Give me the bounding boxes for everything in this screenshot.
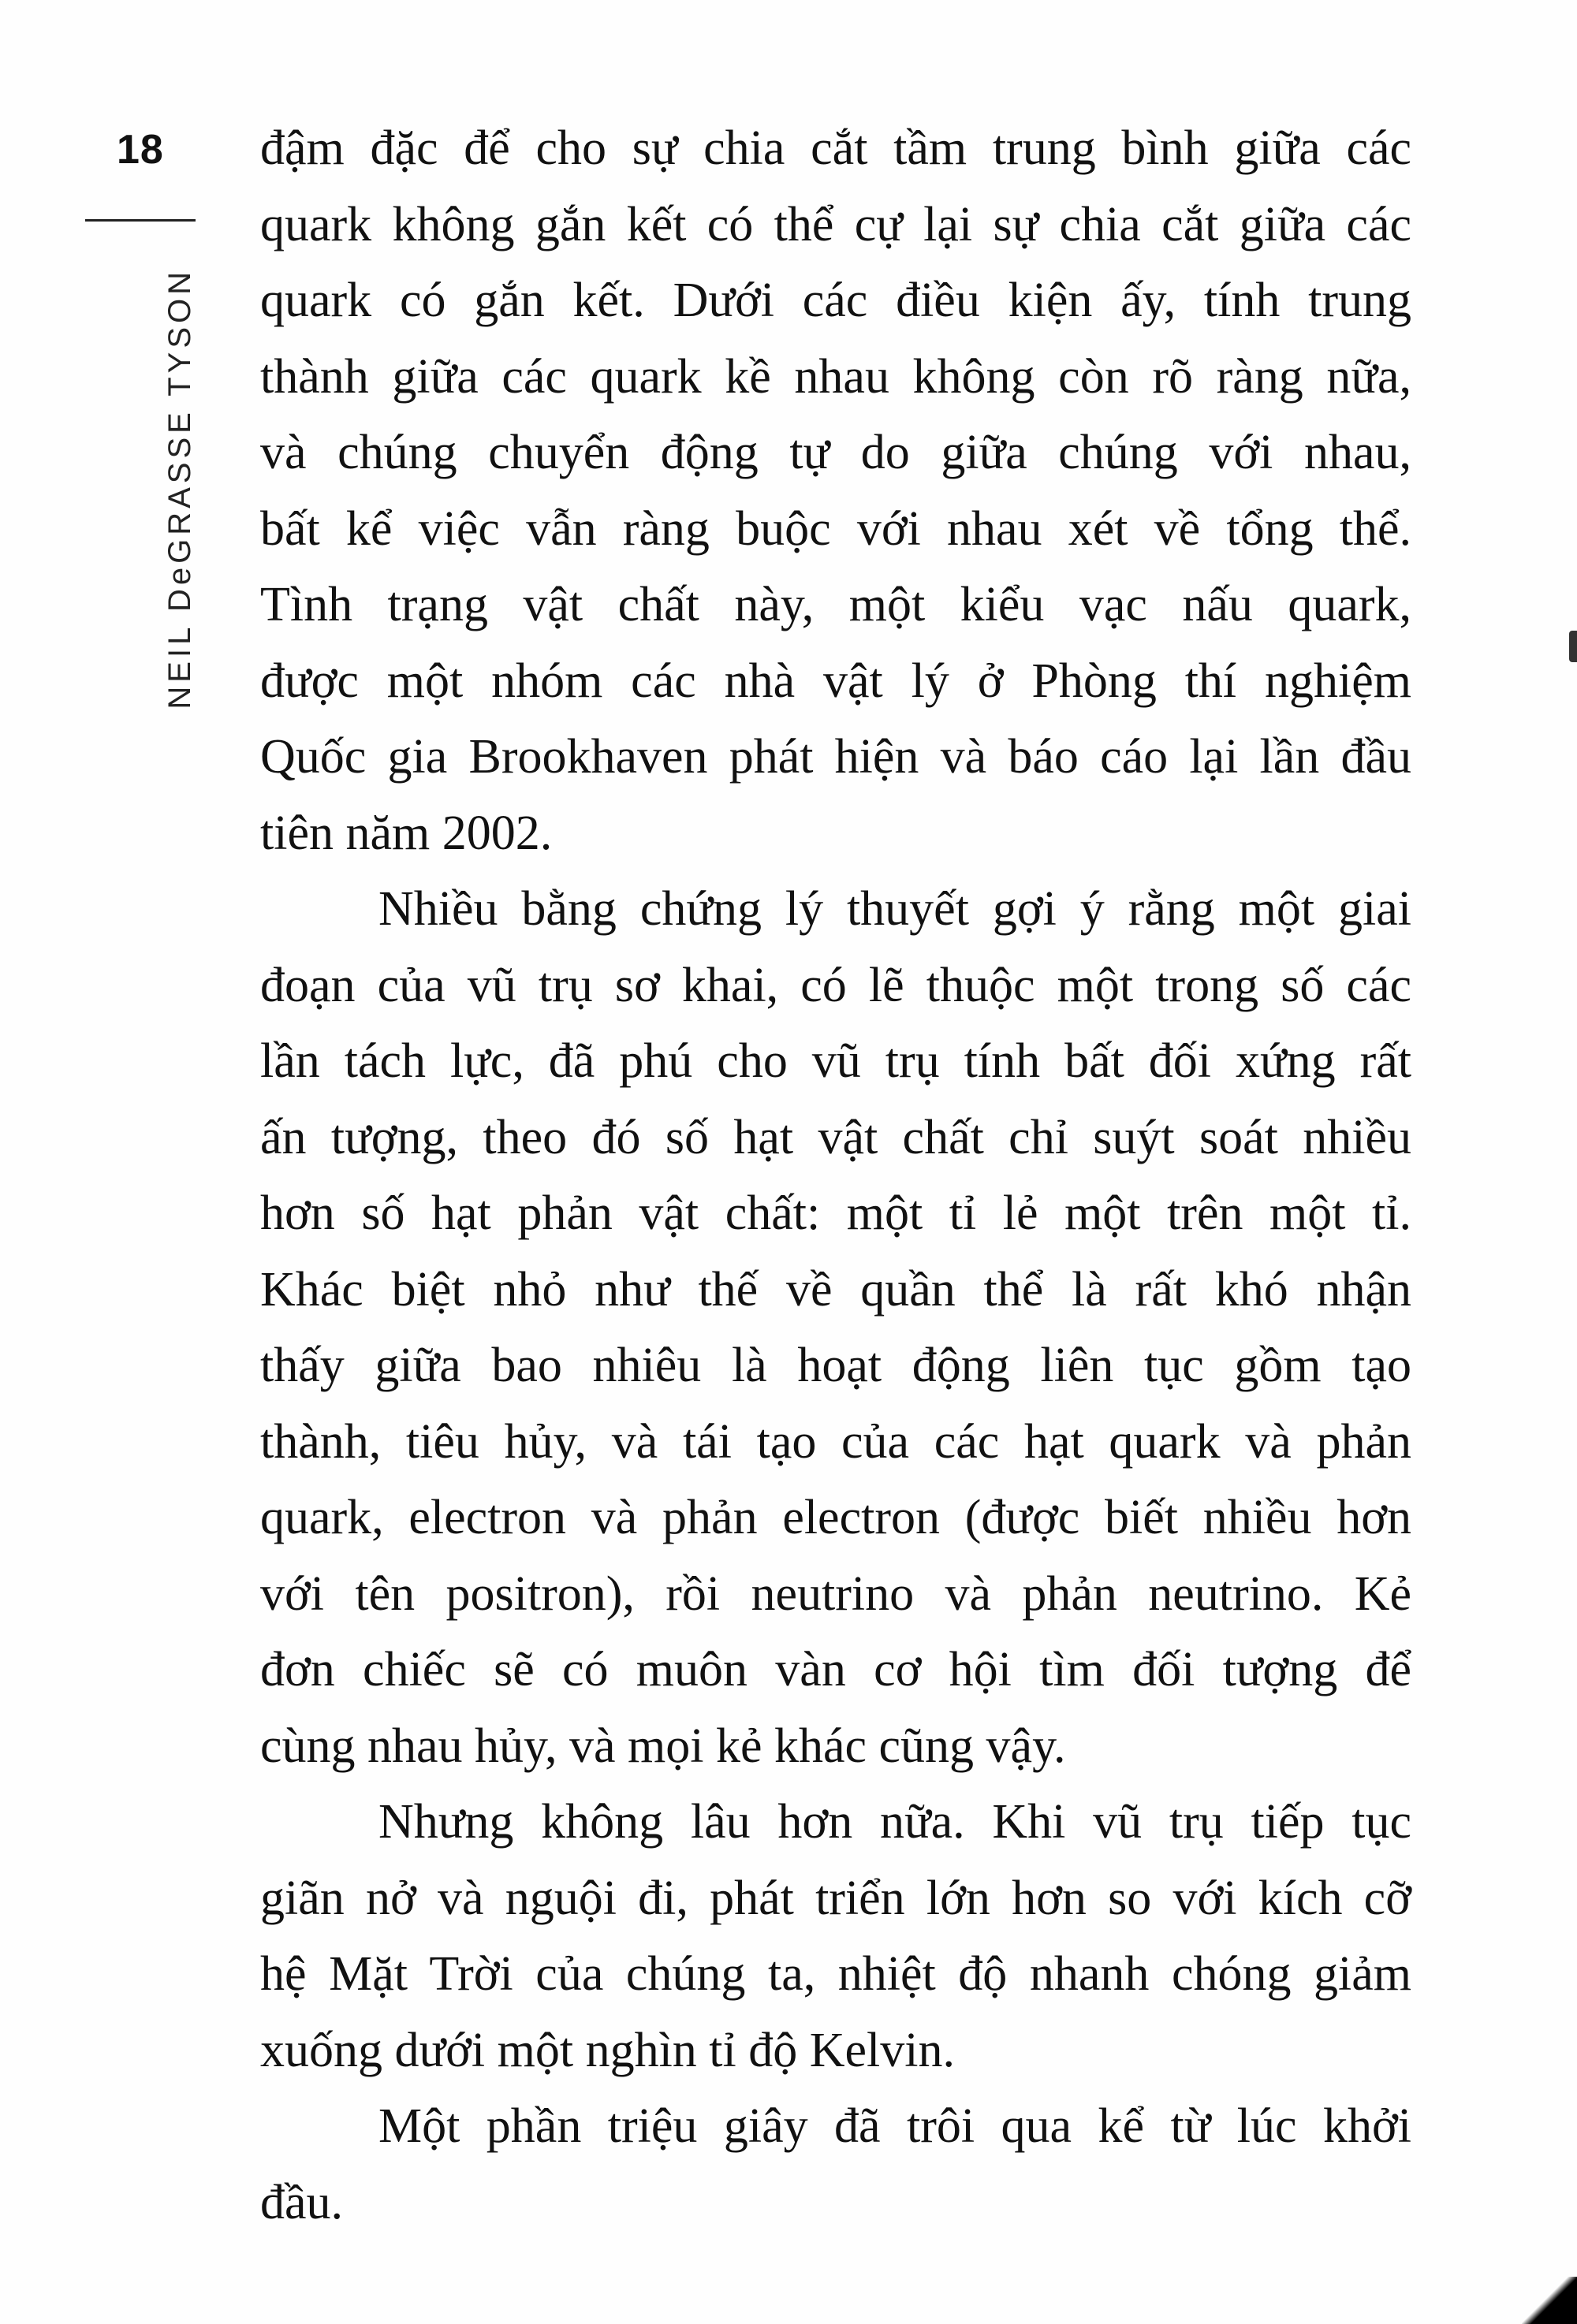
text-line: Tình trạng vật chất này, một kiểu vạc nấu quark, bbox=[260, 578, 1411, 631]
text-line: Nhiều bằng chứng lý thuyết gợi ý rằng một giai bbox=[378, 882, 1411, 936]
header-rule bbox=[85, 219, 196, 222]
page-corner-shadow bbox=[1522, 2277, 1577, 2324]
running-head: NEIL DeGRASSE TYSON bbox=[162, 268, 197, 709]
text-line: quark không gắn kết có thể cự lại sự chia cắt giữa các bbox=[260, 197, 1411, 251]
text-line: đậm đặc để cho sự chia cắt tầm trung bình giữa các bbox=[260, 121, 1411, 175]
text-line: lần tách lực, đã phú cho vũ trụ tính bất đối xứng rất bbox=[260, 1034, 1411, 1088]
text-line: đoạn của vũ trụ sơ khai, có lẽ thuộc một trong số các bbox=[260, 958, 1411, 1012]
page-number: 18 bbox=[117, 127, 164, 173]
page-edge-mark bbox=[1569, 631, 1577, 662]
text-line: tiên năm 2002. bbox=[260, 806, 553, 860]
text-line: thành giữa các quark kề nhau không còn rõ ràng nữa, bbox=[260, 349, 1411, 404]
text-line: quark, electron và phản electron (được biết nhiều hơn bbox=[260, 1491, 1411, 1544]
paragraph-2 bbox=[260, 871, 1411, 1784]
text-line: Khác biệt nhỏ như thế về quần thể là rất khó nhận bbox=[260, 1262, 1411, 1317]
paragraph-4 bbox=[260, 2088, 1411, 2240]
text-line: giãn nở và nguội đi, phát triển lớn hơn so với kích cỡ bbox=[260, 1871, 1411, 1925]
text-line: xuống dưới một nghìn tỉ độ Kelvin. bbox=[260, 2023, 955, 2077]
text-line: với tên positron), rồi neutrino và phản neutrino. Kẻ bbox=[260, 1566, 1411, 1621]
body-text bbox=[260, 110, 1411, 2240]
text-line: Quốc gia Brookhaven phát hiện và báo cáo lại lần đầu bbox=[260, 730, 1411, 784]
text-line: đầu. bbox=[260, 2175, 344, 2229]
text-line: đơn chiếc sẽ có muôn vàn cơ hội tìm đối tượng để bbox=[260, 1643, 1411, 1696]
text-line: thấy giữa bao nhiêu là hoạt động liên tục gồm tạo bbox=[260, 1339, 1411, 1392]
paragraph-1 bbox=[260, 110, 1411, 871]
text-line: và chúng chuyển động tự do giữa chúng với nhau, bbox=[260, 426, 1411, 479]
text-line: thành, tiêu hủy, và tái tạo của các hạt quark và phản bbox=[260, 1414, 1411, 1469]
text-line: Nhưng không lâu hơn nữa. Khi vũ trụ tiếp tục bbox=[378, 1795, 1411, 1849]
text-line: quark có gắn kết. Dưới các điều kiện ấy, tính trung bbox=[260, 274, 1411, 327]
text-line: bất kể việc vẫn ràng buộc với nhau xét về tổng thể. bbox=[260, 501, 1411, 556]
text-line: ấn tượng, theo đó số hạt vật chất chỉ suýt soát nhiều bbox=[260, 1110, 1411, 1164]
text-line: Một phần triệu giây đã trôi qua kể từ lúc khởi bbox=[378, 2099, 1411, 2153]
text-line: hệ Mặt Trời của chúng ta, nhiệt độ nhanh chóng giảm bbox=[260, 1947, 1411, 2001]
text-line: được một nhóm các nhà vật lý ở Phòng thí nghiệm bbox=[260, 654, 1411, 708]
text-line: cùng nhau hủy, và mọi kẻ khác cũng vậy. bbox=[260, 1719, 1066, 1773]
paragraph-3 bbox=[260, 1784, 1411, 2088]
text-line: hơn số hạt phản vật chất: một tỉ lẻ một trên một tỉ. bbox=[260, 1186, 1411, 1240]
